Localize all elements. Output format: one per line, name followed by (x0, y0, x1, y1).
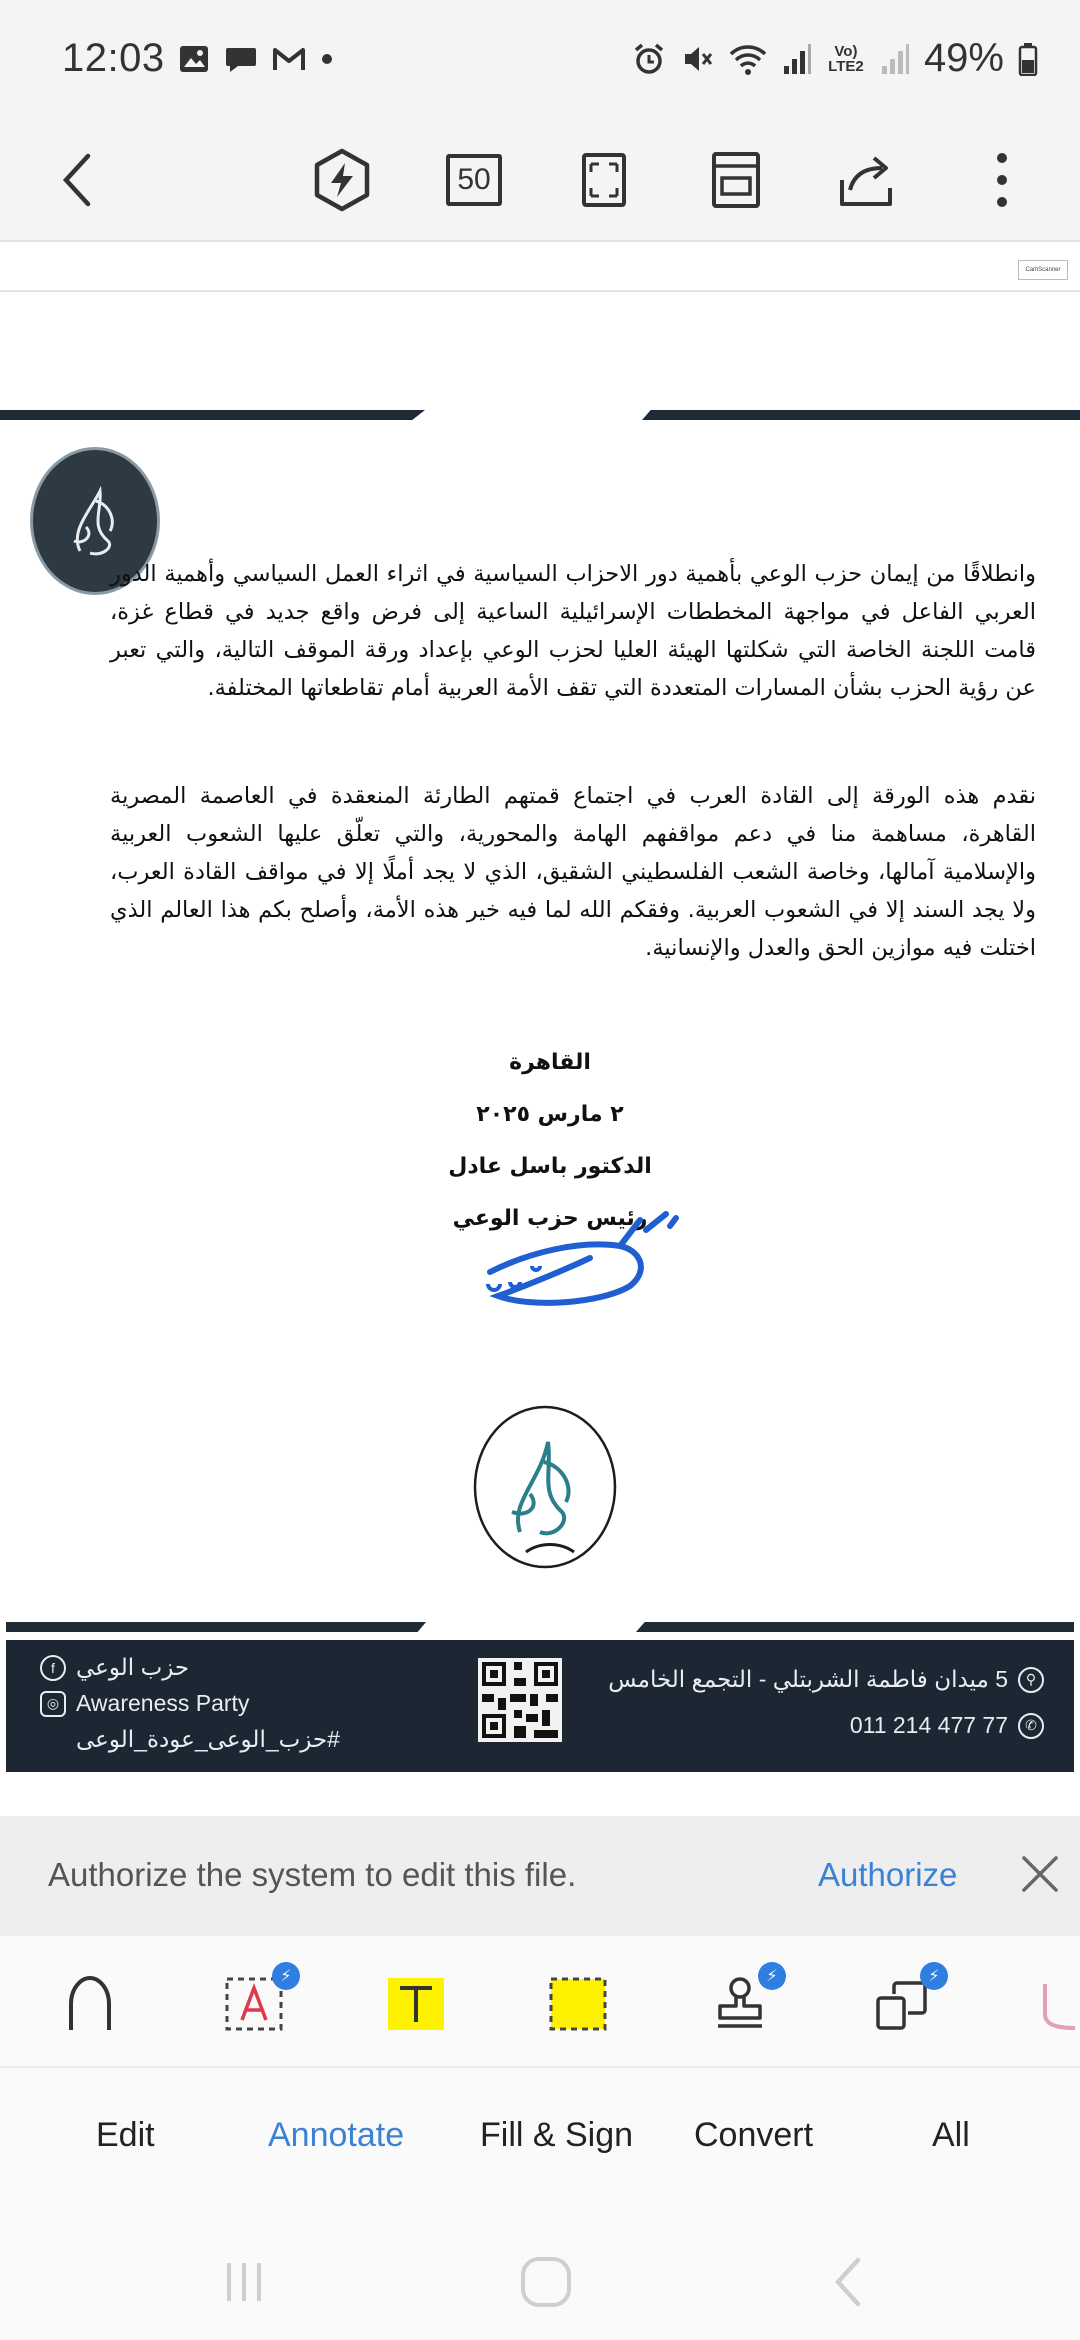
back-icon (828, 2254, 868, 2310)
wifi-icon (728, 42, 768, 76)
annotation-tools (0, 1936, 1080, 2068)
highlight-text-tool-button[interactable] (374, 1964, 458, 2044)
signal-icon-2 (880, 42, 910, 76)
document-page[interactable] (0, 242, 1080, 1816)
system-icons (632, 36, 1038, 81)
gmail-icon (272, 45, 306, 73)
footer-phone (850, 1712, 1044, 1739)
recent-apps-button[interactable] (214, 2254, 274, 2310)
close-icon[interactable] (1018, 1852, 1062, 1896)
pro-badge-icon: ⚡ (920, 1962, 948, 1990)
pro-badge-icon: ⚡ (758, 1962, 786, 1990)
authorize-button[interactable]: Authorize (818, 1856, 958, 1893)
facebook-icon: f (40, 1655, 66, 1681)
phone-icon: ✆ (1018, 1713, 1044, 1739)
share-icon (836, 150, 900, 210)
eraser-icon (1035, 1974, 1075, 2034)
paragraph-intro: وانطلاقًا من إيمان حزب الوعي بأهمية دور الاحزاب السياسية في اثراء العمل السياسي وأهمية الدور العربي الفاعل في مواجهة المخططات الإسرائيلية الساعية إلى فرض واقع جديد في قطاع غزة، قامت اللجنة الخاصة التي شكلتها الهيئة العليا لحزب الوعي بإعداد ورقة الموقف التالية، والتي تعبر عن رؤية الحزب بشأن المسارات المتعددة التي تقف الأمة العربية أمام تقاطعاتها المختلفة. (110, 561, 1036, 701)
status-time: 12:03 (62, 36, 165, 80)
pro-features-button[interactable] (304, 142, 380, 218)
battery-icon (1018, 42, 1038, 76)
view-mode-button[interactable] (698, 142, 774, 218)
qr-code-icon (478, 1658, 562, 1742)
status-bar (0, 0, 1080, 120)
tab-convert[interactable]: Convert (694, 2116, 814, 2154)
tab-annotate[interactable]: Annotate (268, 2116, 405, 2154)
footer-hashtag (76, 1726, 340, 1753)
party-seal-stamp (470, 1402, 620, 1572)
previous-page-strip (0, 242, 1080, 292)
tab-all[interactable]: All (932, 2116, 970, 2154)
footer-rule-right (636, 1622, 1074, 1632)
header-rule-right (642, 410, 1080, 420)
dot-icon (320, 52, 334, 66)
home-icon (518, 2254, 574, 2310)
lte-icon: Vo) LTE2 (828, 42, 864, 75)
tab-edit[interactable]: Edit (96, 2116, 155, 2154)
pro-badge-icon: ⚡ (272, 1962, 300, 1990)
location-pin-icon: ⚲ (1018, 1667, 1044, 1693)
pen-tool-icon (65, 1974, 115, 2034)
page-count-button[interactable] (436, 142, 512, 218)
share-button[interactable] (830, 142, 906, 218)
system-back-button[interactable] (818, 2254, 878, 2310)
facebook-text: حزب الوعي (76, 1654, 190, 1680)
paragraph-main: نقدم هذه الورقة إلى القادة العرب في اجتماع قمتهم الطارئة المنعقدة في العاصمة المصرية القاهرة، مساهمة منا في دعم مواقفهم الهامة والمحورية، والتي تعلّق عليها الشعوب العربية والإسلامية آمالها، وخاصة الشعب الفلسطيني الشقيق، الذي لا يجد أملًا إلا في مواقف القادة العرب، ولا يجد السند إلا في الشعوب العربية. وفقكم الله لما فيه خير هذه الأمة، وأصلح بكم هذا العالم الذي اختلت فيه موازين الحق والعدل والإنسانية. (110, 783, 1036, 961)
more-vertical-icon (994, 150, 1010, 210)
pen-tool-button[interactable] (48, 1964, 132, 2044)
header-rule-left (0, 410, 425, 420)
text-box-tool-button[interactable] (212, 1964, 296, 2044)
area-highlight-icon (548, 1976, 608, 2032)
address-text: 5 ميدان فاطمة الشربتلي - التجمع الخامس (608, 1666, 1008, 1692)
lightning-hexagon-icon (309, 147, 375, 213)
signal-icon (782, 42, 812, 76)
handwritten-signature (470, 1200, 710, 1320)
signer-title: رئيس حزب الوعي (452, 1206, 648, 1231)
phone-text: 011 214 477 77 (849, 1712, 1008, 1738)
home-button[interactable] (516, 2254, 576, 2310)
system-navigation-bar (0, 2210, 1080, 2340)
footer-address (608, 1666, 1044, 1693)
notification-icons (178, 44, 334, 74)
letterhead-footer (6, 1640, 1074, 1772)
mute-icon (680, 42, 714, 76)
full-screen-button[interactable] (566, 142, 642, 218)
recent-apps-icon (219, 2257, 269, 2307)
chat-icon (224, 44, 258, 74)
closing-date: ٢ مارس ٢٠٢٥ (476, 1102, 624, 1127)
page-count: 50 (446, 154, 502, 206)
highlight-text-icon (386, 1976, 446, 2032)
tab-fill-sign[interactable]: Fill & Sign (480, 2116, 634, 2154)
more-tool-partial-button[interactable] (1030, 1964, 1080, 2044)
instagram-text: Awareness Party (76, 1690, 250, 1716)
back-button[interactable] (40, 142, 116, 218)
authorize-message: Authorize the system to edit this file. (48, 1856, 577, 1893)
shapes-tool-button[interactable] (860, 1964, 944, 2044)
document-view-icon (710, 150, 762, 210)
area-highlight-tool-button[interactable] (536, 1964, 620, 2044)
footer-instagram (40, 1690, 249, 1717)
footer-rule-left (6, 1622, 426, 1632)
top-toolbar (0, 120, 1080, 242)
alarm-icon (632, 42, 666, 76)
closing-city: القاهرة (509, 1050, 591, 1075)
full-screen-icon (579, 150, 629, 210)
instagram-icon: ◎ (40, 1691, 66, 1717)
qr-code (478, 1658, 562, 1742)
battery-percent: 49% (923, 36, 1004, 80)
bottom-tabs (0, 2068, 1080, 2210)
more-options-button[interactable] (964, 142, 1040, 218)
hashtag-text: #حزب_الوعى_عودة_الوعى (76, 1726, 340, 1752)
camscanner-badge: CamScanner (1018, 260, 1068, 280)
image-icon (178, 44, 210, 74)
authorize-banner (0, 1816, 1080, 1936)
stamp-tool-button[interactable] (698, 1964, 782, 2044)
chevron-left-icon (58, 150, 98, 210)
footer-facebook (40, 1654, 189, 1681)
signer-name: الدكتور باسل عادل (448, 1154, 652, 1179)
